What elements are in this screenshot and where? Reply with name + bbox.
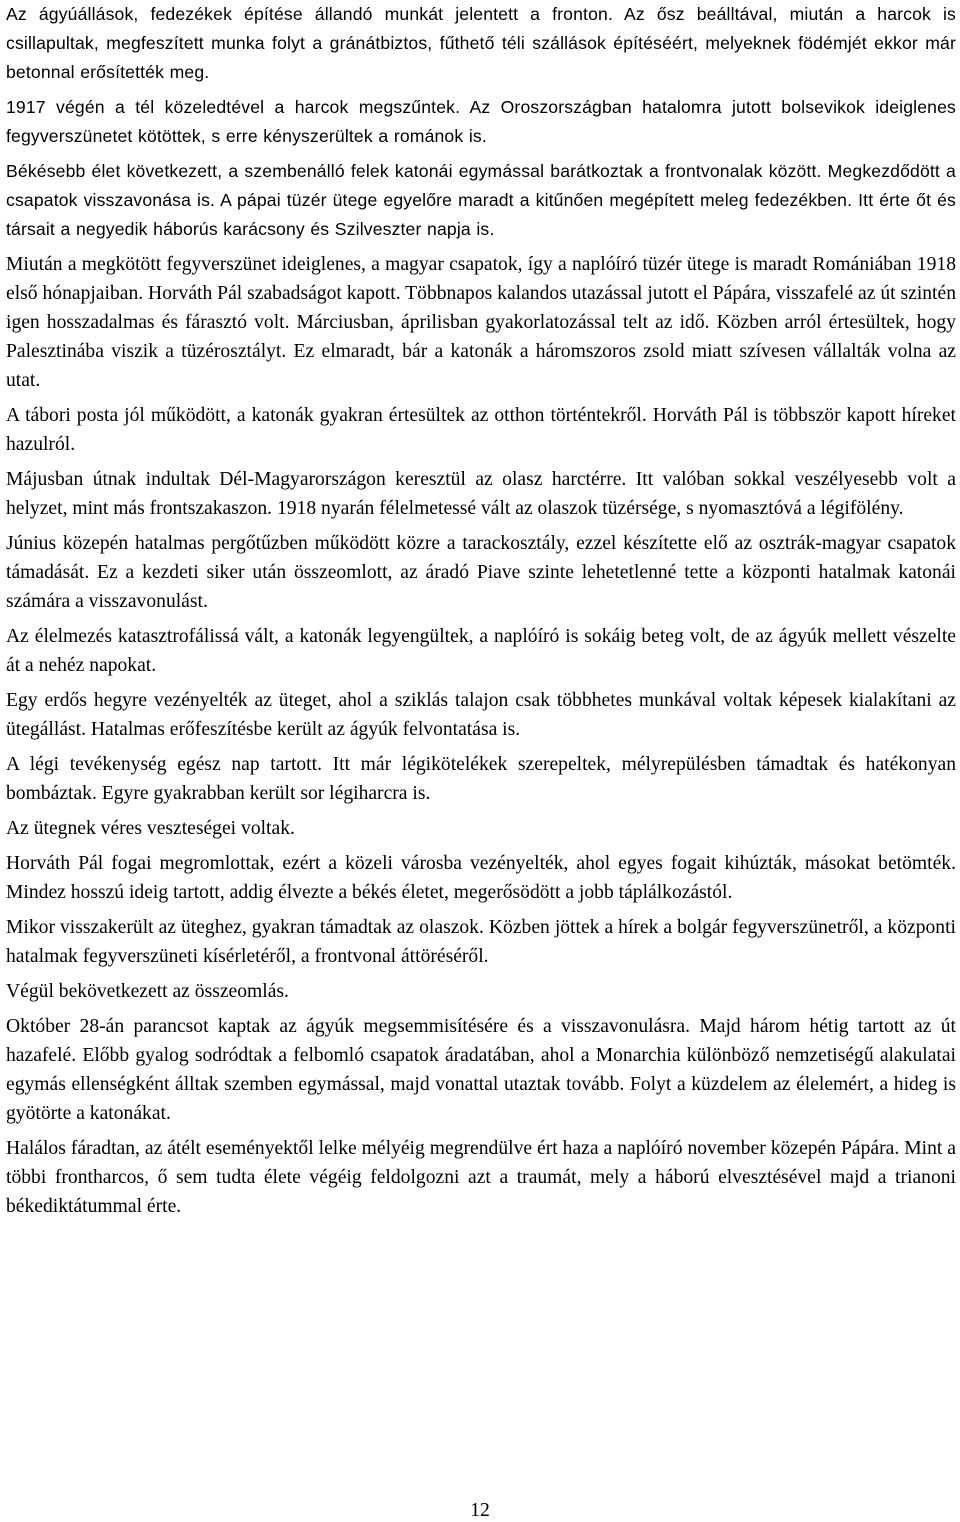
paragraph-2: 1917 végén a tél közeledtével a harcok megszűntek. Az Oroszországban hatalomra jutott bolsevikok ideiglenes fegyverszünetet kötöttek, s erre kényszerültek a románok is. <box>6 97 956 146</box>
paragraph-9: Egy erdős hegyre vezényelték az üteget, ahol a sziklás talajon csak többhetes munkával voltak képesek kialakítani az ütegállást. Hatalmas erőfeszítésbe került az ágyúk felvontatása is. <box>6 690 956 740</box>
paragraph-15: Október 28-án parancsot kaptak az ágyúk megsemmisítésére és a visszavonulásra. Majd három hétig tartott az út hazafelé. Előbb gyalog sodródtak a felbomló csapatok áradatában, ahol a Monarchia különböző nemzetiségű alakulatai egymás ellenségként álltak szemben egymással, majd vonattal utaztak tovább. Folyt a küzdelem az élelemért, a hideg is gyötörte a katonákat. <box>6 1016 956 1124</box>
paragraph-14: Végül bekövetkezett az összeomlás. <box>6 981 289 1002</box>
paragraph-7: Június közepén hatalmas pergőtűzben működött közre a tarackosztály, ezzel készítette elő az osztrák-magyar csapatok támadását. Ez a kezdeti siker után összeomlott, az áradó Piave szinte lehetetlenné tette a központi hatalmak katonái számára a visszavonulást. <box>6 533 956 612</box>
paragraph-3: Békésebb élet következett, a szembenálló felek katonái egymással barátkoztak a frontvonalak között. Megkezdődött a csapatok visszavonása is. A pápai tüzér ütege egyelőre maradt a kitűnően megépített meleg fedezékben. Itt érte őt és társait a negyedik háborús karácsony és Szilveszter napja is. <box>6 161 956 239</box>
paragraph-10: A légi tevékenység egész nap tartott. Itt már légikötelékek szerepeltek, mélyrepülésben támadtak és hatékonyan bombáztak. Egyre gyakrabban került sor légiharcra is. <box>6 754 956 804</box>
document-page <box>6 0 956 1221</box>
paragraph-16: Halálos fáradtan, az átélt eseményektől lelke mélyéig megrendülve ért haza a naplóíró november közepén Pápára. Mint a többi frontharcos, ő sem tudta élete végéig feldolgozni azt a traumát, mely a háború elvesztésével majd a trianoni békediktátummal érte. <box>6 1138 956 1217</box>
paragraph-6: Májusban útnak indultak Dél-Magyarországon keresztül az olasz harctérre. Itt valóban sokkal veszélyesebb volt a helyzet, mint más frontszakaszon. 1918 nyarán félelmetessé vált az olaszok tüzérsége, s nyomasztóvá a légifölény. <box>6 469 956 519</box>
paragraph-11: Az ütegnek véres veszteségei voltak. <box>6 818 295 839</box>
paragraph-13: Mikor visszakerült az üteghez, gyakran támadtak az olaszok. Közben jöttek a hírek a bolgár fegyverszünetről, a központi hatalmak fegyverszüneti kísérletéről, a frontvonal áttöréséről. <box>6 917 956 967</box>
paragraph-8: Az élelmezés katasztrofálissá vált, a katonák legyengültek, a naplóíró is sokáig beteg volt, de az ágyúk mellett vészelte át a nehéz napokat. <box>6 626 956 676</box>
paragraph-4: Miután a megkötött fegyverszünet ideiglenes, a magyar csapatok, így a naplóíró tüzér ütege is maradt Romániában 1918 első hónapjaiban. Horváth Pál szabadságot kapott. Többnapos kalandos utazással jutott el Pápára, visszafelé az út szintén igen hosszadalmas és fárasztó volt. Márciusban, áprilisban gyakorlatozással telt az idő. Közben arról értesültek, hogy Palesztinába viszik a tüzérosztályt. Ez elmaradt, bár a katonák a háromszoros zsold miatt szívesen vállalták volna az utat. <box>6 254 956 391</box>
paragraph-12: Horváth Pál fogai megromlottak, ezért a közeli városba vezényelték, ahol egyes fogait kihúzták, másokat betömték. Mindez hosszú ideig tartott, addig élvezte a békés életet, megerősödött a jobb táplálkozástól. <box>6 853 956 903</box>
paragraph-5: A tábori posta jól működött, a katonák gyakran értesültek az otthon történtekről. Horváth Pál is többször kapott híreket hazulról. <box>6 405 956 455</box>
paragraph-1: Az ágyúállások, fedezékek építése állandó munkát jelentett a fronton. Az ősz beálltával, miután a harcok is csillapultak, megfeszített munka folyt a gránátbiztos, fűthető téli szállások építéséért, melyeknek födémjét ekkor már betonnal erősítették meg. <box>6 4 956 82</box>
page-number: 12 <box>470 1500 490 1521</box>
